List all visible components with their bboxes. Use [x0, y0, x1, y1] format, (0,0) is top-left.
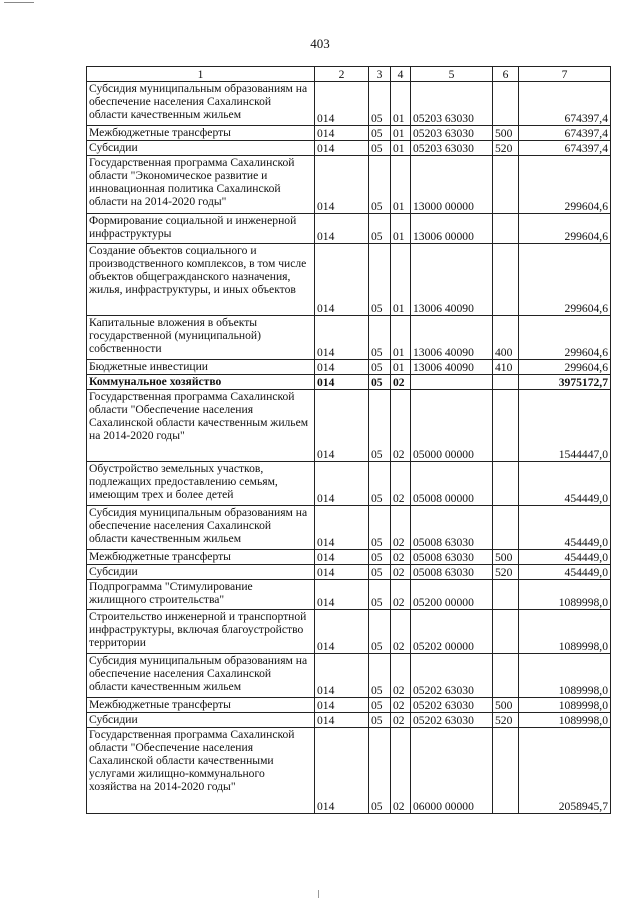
header-cell: 2 [315, 67, 369, 82]
row-expense-type [493, 506, 519, 550]
row-subsection-code: 02 [391, 506, 411, 550]
row-subsection-code: 02 [391, 610, 411, 654]
row-description: Коммунальное хозяйство [87, 375, 315, 390]
row-expense-type [493, 654, 519, 698]
row-amount: 2058945,7 [519, 728, 611, 814]
row-description: Государственная программа Сахалинской области "Экономическое развитие и инновационная политика Сахалинской области на 2014-2020 годы" [87, 156, 315, 214]
row-section-code: 05 [369, 375, 391, 390]
row-section-code: 05 [369, 728, 391, 814]
row-subsection-code: 01 [391, 244, 411, 316]
row-description: Подпрограмма "Стимулирование жилищного строительства" [87, 580, 315, 610]
row-amount: 1089998,0 [519, 654, 611, 698]
row-description: Обустройство земельных участков, подлежащих предоставлению семьям, имеющим трех и более детей [87, 462, 315, 506]
row-description: Субсидии [87, 565, 315, 580]
row-expense-type: 500 [493, 126, 519, 141]
row-admin-code: 014 [315, 610, 369, 654]
row-description: Субсидия муниципальным образованиям на обеспечение населения Сахалинской области качественным жильем [87, 506, 315, 550]
row-admin-code: 014 [315, 550, 369, 565]
row-admin-code: 014 [315, 698, 369, 713]
row-target-code [411, 375, 493, 390]
row-subsection-code: 02 [391, 713, 411, 728]
row-target-code: 13006 40090 [411, 360, 493, 375]
table-row [87, 156, 611, 214]
row-subsection-code: 01 [391, 214, 411, 244]
row-target-code: 05202 00000 [411, 610, 493, 654]
row-subsection-code: 01 [391, 316, 411, 360]
row-subsection-code: 02 [391, 565, 411, 580]
row-description: Субсидии [87, 713, 315, 728]
row-description: Бюджетные инвестиции [87, 360, 315, 375]
table-row [87, 141, 611, 156]
row-target-code: 05202 63030 [411, 713, 493, 728]
row-subsection-code: 02 [391, 462, 411, 506]
row-amount: 1089998,0 [519, 580, 611, 610]
table-row [87, 550, 611, 565]
row-target-code: 06000 00000 [411, 728, 493, 814]
table-row [87, 462, 611, 506]
row-amount: 674397,4 [519, 141, 611, 156]
row-description: Строительство инженерной и транспортной инфраструктуры, включая благоустройство территории [87, 610, 315, 654]
row-description: Межбюджетные трансферты [87, 550, 315, 565]
header-cell: 7 [519, 67, 611, 82]
row-expense-type [493, 390, 519, 462]
row-description: Государственная программа Сахалинской области "Обеспечение населения Сахалинской области качественными услугами жилищно-коммунального хозяйства на 2014-2020 годы" [87, 728, 315, 814]
row-target-code: 13006 00000 [411, 214, 493, 244]
row-target-code: 05203 63030 [411, 141, 493, 156]
row-admin-code: 014 [315, 462, 369, 506]
row-subsection-code: 01 [391, 126, 411, 141]
row-section-code: 05 [369, 390, 391, 462]
row-expense-type [493, 462, 519, 506]
row-section-code: 05 [369, 565, 391, 580]
row-section-code: 05 [369, 580, 391, 610]
table-row [87, 360, 611, 375]
table-row [87, 580, 611, 610]
row-section-code: 05 [369, 462, 391, 506]
row-admin-code: 014 [315, 156, 369, 214]
row-subsection-code: 02 [391, 375, 411, 390]
row-section-code: 05 [369, 360, 391, 375]
scan-mark [318, 890, 319, 898]
row-target-code: 05008 63030 [411, 550, 493, 565]
row-amount: 674397,4 [519, 82, 611, 126]
row-description: Субсидия муниципальным образованиям на обеспечение населения Сахалинской области качественным жильем [87, 654, 315, 698]
row-expense-type [493, 156, 519, 214]
row-admin-code: 014 [315, 244, 369, 316]
row-amount: 454449,0 [519, 506, 611, 550]
row-section-code: 05 [369, 156, 391, 214]
row-admin-code: 014 [315, 390, 369, 462]
row-amount: 299604,6 [519, 244, 611, 316]
table-row [87, 316, 611, 360]
row-amount: 454449,0 [519, 462, 611, 506]
row-subsection-code: 02 [391, 390, 411, 462]
row-section-code: 05 [369, 126, 391, 141]
corner-mark [4, 2, 34, 5]
table-row [87, 126, 611, 141]
row-section-code: 05 [369, 141, 391, 156]
table-row [87, 82, 611, 126]
row-section-code: 05 [369, 244, 391, 316]
row-subsection-code: 01 [391, 360, 411, 375]
row-section-code: 05 [369, 698, 391, 713]
row-admin-code: 014 [315, 506, 369, 550]
row-section-code: 05 [369, 316, 391, 360]
row-target-code: 05008 63030 [411, 565, 493, 580]
row-target-code: 13006 40090 [411, 244, 493, 316]
row-amount: 299604,6 [519, 360, 611, 375]
row-amount: 3975172,7 [519, 375, 611, 390]
row-admin-code: 014 [315, 316, 369, 360]
table-row [87, 390, 611, 462]
row-expense-type: 520 [493, 713, 519, 728]
row-target-code: 05000 00000 [411, 390, 493, 462]
header-cell: 3 [369, 67, 391, 82]
row-amount: 454449,0 [519, 565, 611, 580]
table-row [87, 244, 611, 316]
row-expense-type [493, 214, 519, 244]
table-row [87, 698, 611, 713]
row-target-code: 05203 63030 [411, 82, 493, 126]
row-amount: 1089998,0 [519, 713, 611, 728]
row-expense-type: 400 [493, 316, 519, 360]
row-target-code: 13000 00000 [411, 156, 493, 214]
header-cell: 5 [411, 67, 493, 82]
row-admin-code: 014 [315, 141, 369, 156]
row-expense-type [493, 244, 519, 316]
row-admin-code: 014 [315, 82, 369, 126]
header-cell: 4 [391, 67, 411, 82]
row-expense-type [493, 375, 519, 390]
row-expense-type [493, 580, 519, 610]
row-target-code: 05202 63030 [411, 654, 493, 698]
row-amount: 1089998,0 [519, 610, 611, 654]
row-amount: 454449,0 [519, 550, 611, 565]
row-admin-code: 014 [315, 565, 369, 580]
row-subsection-code: 02 [391, 550, 411, 565]
row-subsection-code: 02 [391, 698, 411, 713]
row-expense-type: 500 [493, 550, 519, 565]
row-description: Субсидия муниципальным образованиям на обеспечение населения Сахалинской области качественным жильем [87, 82, 315, 126]
row-section-code: 05 [369, 550, 391, 565]
row-section-code: 05 [369, 713, 391, 728]
row-expense-type: 520 [493, 141, 519, 156]
table-row [87, 375, 611, 390]
row-target-code: 05203 63030 [411, 126, 493, 141]
row-description: Формирование социальной и инженерной инфраструктуры [87, 214, 315, 244]
row-target-code: 05008 00000 [411, 462, 493, 506]
table-row [87, 506, 611, 550]
row-subsection-code: 01 [391, 141, 411, 156]
table-row [87, 713, 611, 728]
row-amount: 1089998,0 [519, 698, 611, 713]
row-section-code: 05 [369, 82, 391, 126]
row-admin-code: 014 [315, 214, 369, 244]
row-admin-code: 014 [315, 360, 369, 375]
row-amount: 674397,4 [519, 126, 611, 141]
row-expense-type: 520 [493, 565, 519, 580]
row-expense-type: 500 [493, 698, 519, 713]
row-subsection-code: 02 [391, 654, 411, 698]
row-section-code: 05 [369, 610, 391, 654]
row-amount: 1544447,0 [519, 390, 611, 462]
row-subsection-code: 02 [391, 580, 411, 610]
row-section-code: 05 [369, 506, 391, 550]
table-header-row [87, 67, 611, 82]
row-amount: 299604,6 [519, 214, 611, 244]
row-admin-code: 014 [315, 126, 369, 141]
row-admin-code: 014 [315, 580, 369, 610]
row-description: Межбюджетные трансферты [87, 126, 315, 141]
row-description: Межбюджетные трансферты [87, 698, 315, 713]
row-description: Субсидии [87, 141, 315, 156]
budget-table [86, 66, 611, 814]
row-description: Государственная программа Сахалинской области "Обеспечение населения Сахалинской области качественным жильем на 2014-2020 годы" [87, 390, 315, 462]
row-target-code: 05202 63030 [411, 698, 493, 713]
header-cell: 1 [87, 67, 315, 82]
row-expense-type [493, 610, 519, 654]
row-description: Создание объектов социального и производственного комплексов, в том числе объектов общегражданского назначения, жилья, инфраструктуры, и иных объектов [87, 244, 315, 316]
row-admin-code: 014 [315, 654, 369, 698]
row-expense-type: 410 [493, 360, 519, 375]
header-cell: 6 [493, 67, 519, 82]
table-row [87, 565, 611, 580]
row-subsection-code: 01 [391, 82, 411, 126]
row-target-code: 13006 40090 [411, 316, 493, 360]
row-expense-type [493, 728, 519, 814]
row-amount: 299604,6 [519, 156, 611, 214]
table-row [87, 654, 611, 698]
row-admin-code: 014 [315, 375, 369, 390]
row-description: Капитальные вложения в объекты государственной (муниципальной) собственности [87, 316, 315, 360]
row-expense-type [493, 82, 519, 126]
table-row [87, 728, 611, 814]
row-admin-code: 014 [315, 713, 369, 728]
table-row [87, 610, 611, 654]
row-target-code: 05008 63030 [411, 506, 493, 550]
row-admin-code: 014 [315, 728, 369, 814]
page-number: 403 [310, 36, 330, 51]
row-subsection-code: 02 [391, 728, 411, 814]
row-amount: 299604,6 [519, 316, 611, 360]
row-section-code: 05 [369, 214, 391, 244]
row-section-code: 05 [369, 654, 391, 698]
table-row [87, 214, 611, 244]
row-target-code: 05200 00000 [411, 580, 493, 610]
row-subsection-code: 01 [391, 156, 411, 214]
